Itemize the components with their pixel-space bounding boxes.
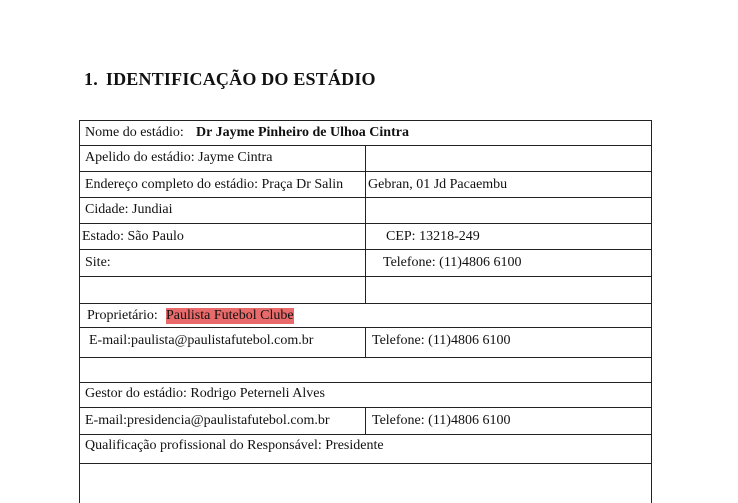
row-stadium-state — [79, 223, 652, 249]
row-blank — [79, 276, 652, 303]
row-manager-qualification — [79, 434, 652, 463]
stadium-address-rest: Gebran, 01 Jd Pacaembu — [368, 177, 508, 192]
stadium-name-label: Nome do estádio: — [85, 125, 184, 140]
row-stadium-address — [79, 171, 652, 197]
manager-email: E-mail:presidencia@paulistafutebol.com.br — [85, 413, 330, 428]
stadium-cep: CEP: 13218-249 — [386, 229, 480, 244]
row-owner-contact — [79, 327, 652, 357]
row-owner — [79, 303, 652, 327]
manager-qualification: Qualificação profissional do Responsável: Presidente — [85, 438, 384, 453]
cell-divider — [365, 408, 366, 434]
row-manager — [79, 382, 652, 407]
owner-name-highlighted: Paulista Futebol Clube — [166, 308, 294, 323]
cell-divider — [365, 224, 366, 249]
stadium-nickname: Apelido do estádio: Jayme Cintra — [85, 150, 273, 165]
owner-label: Proprietário: — [87, 308, 158, 323]
cell-divider — [365, 328, 366, 357]
manager-name: Gestor do estádio: Rodrigo Peterneli Alves — [85, 386, 325, 401]
row-blank — [79, 357, 652, 382]
owner-phone: Telefone: (11)4806 6100 — [372, 333, 511, 348]
row-stadium-site — [79, 249, 652, 276]
cell-divider — [365, 146, 366, 171]
row-manager-contact — [79, 407, 652, 434]
stadium-address-label: Endereço completo do estádio: Praça Dr Salin — [85, 177, 344, 192]
cell-divider — [365, 198, 366, 223]
stadium-city: Cidade: Jundiai — [85, 202, 173, 217]
stadium-name-value: Dr Jayme Pinheiro de Ulhoa Cintra — [196, 125, 409, 140]
row-blank — [79, 463, 652, 503]
section-number: 1. — [84, 69, 98, 89]
cell-divider — [365, 277, 366, 303]
manager-phone: Telefone: (11)4806 6100 — [372, 413, 511, 428]
stadium-identification-table — [79, 120, 652, 500]
row-stadium-city — [79, 197, 652, 223]
section-title: IDENTIFICAÇÃO DO ESTÁDIO — [105, 69, 376, 89]
cell-divider — [365, 172, 366, 197]
cell-divider — [365, 250, 366, 276]
stadium-site: Site: — [85, 255, 111, 270]
row-stadium-nickname — [79, 145, 652, 171]
owner-email: E-mail:paulista@paulistafutebol.com.br — [89, 333, 314, 348]
section-heading — [84, 69, 376, 90]
row-stadium-name — [79, 120, 652, 145]
stadium-phone: Telefone: (11)4806 6100 — [383, 255, 522, 270]
stadium-state: Estado: São Paulo — [82, 229, 184, 244]
